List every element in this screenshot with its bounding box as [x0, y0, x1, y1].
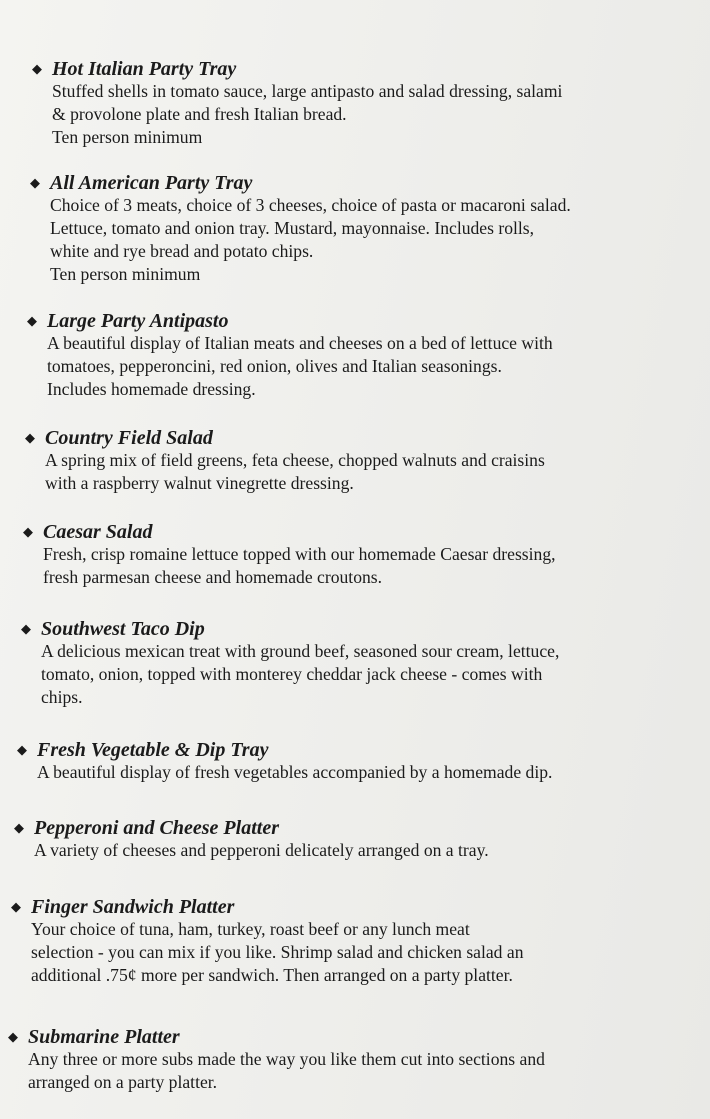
menu-item-description [47, 332, 553, 401]
menu-item-title: Country Field Salad [45, 427, 213, 449]
description-line: Your choice of tuna, ham, turkey, roast beef or any lunch meat [31, 919, 470, 939]
diamond-bullet-icon: ◆ [8, 1029, 18, 1044]
menu-item-description [52, 80, 562, 149]
menu-item-description [34, 839, 489, 862]
menu-item-title: Pepperoni and Cheese Platter [34, 817, 279, 839]
description-line: Includes homemade dressing. [47, 379, 256, 399]
diamond-bullet-icon: ◆ [23, 524, 33, 539]
menu-item-description [43, 543, 556, 589]
description-line: A beautiful display of fresh vegetables accompanied by a homemade dip. [37, 762, 553, 782]
menu-item-southwest-taco-dip [21, 618, 559, 709]
description-line: fresh parmesan cheese and homemade croutons. [43, 567, 383, 587]
diamond-bullet-icon: ◆ [11, 899, 21, 914]
menu-item-all-american-party-tray [30, 172, 571, 286]
menu-item-description [41, 640, 559, 709]
diamond-bullet-icon: ◆ [17, 742, 27, 757]
menu-item-hot-italian-party-tray [32, 58, 562, 149]
description-line: Stuffed shells in tomato sauce, large antipasto and salad dressing, salami [52, 81, 563, 101]
description-line: with a raspberry walnut vinegrette dressing. [45, 473, 354, 493]
description-line: A spring mix of field greens, feta cheese, chopped walnuts and craisins [45, 450, 545, 470]
menu-item-title: Caesar Salad [43, 521, 153, 543]
description-line: selection - you can mix if you like. Shrimp salad and chicken salad an [31, 942, 524, 962]
menu-item-title: All American Party Tray [50, 172, 253, 194]
diamond-bullet-icon: ◆ [30, 175, 40, 190]
diamond-bullet-icon: ◆ [27, 313, 37, 328]
description-line: chips. [41, 687, 83, 707]
menu-item-title: Submarine Platter [28, 1026, 180, 1048]
menu-item-large-party-antipasto [27, 310, 553, 401]
description-line: tomato, onion, topped with monterey cheddar jack cheese - comes with [41, 664, 543, 684]
menu-item-pepperoni-and-cheese-platter [14, 817, 489, 862]
description-line: Choice of 3 meats, choice of 3 cheeses, choice of pasta or macaroni salad. [50, 195, 571, 215]
diamond-bullet-icon: ◆ [25, 430, 35, 445]
diamond-bullet-icon: ◆ [21, 621, 31, 636]
description-line: & provolone plate and fresh Italian bread. [52, 104, 347, 124]
minimum-note: Ten person minimum [52, 127, 203, 147]
description-line: Any three or more subs made the way you like them cut into sections and [28, 1049, 545, 1069]
diamond-bullet-icon: ◆ [14, 820, 24, 835]
menu-item-description [50, 194, 571, 286]
menu-item-finger-sandwich-platter [11, 896, 524, 987]
description-line: A beautiful display of Italian meats and cheeses on a bed of lettuce with [47, 333, 553, 353]
description-line: tomatoes, pepperoncini, red onion, olives and Italian seasonings. [47, 356, 502, 376]
menu-item-description [28, 1048, 545, 1094]
menu-item-title: Hot Italian Party Tray [52, 58, 237, 80]
description-line: Lettuce, tomato and onion tray. Mustard, mayonnaise. Includes rolls, [50, 218, 535, 238]
description-line: arranged on a party platter. [28, 1072, 218, 1092]
menu-item-caesar-salad [23, 521, 556, 589]
description-line: A variety of cheeses and pepperoni delicately arranged on a tray. [34, 840, 489, 860]
diamond-bullet-icon: ◆ [32, 61, 42, 76]
menu-item-title: Large Party Antipasto [47, 310, 229, 332]
menu-item-description [45, 449, 545, 495]
menu-item-description [37, 761, 552, 784]
description-line: Fresh, crisp romaine lettuce topped with our homemade Caesar dressing, [43, 544, 556, 564]
description-line: additional .75¢ more per sandwich. Then arranged on a party platter. [31, 965, 513, 985]
menu-item-title: Finger Sandwich Platter [31, 896, 235, 918]
minimum-note: Ten person minimum [50, 264, 201, 284]
menu-item-title: Fresh Vegetable & Dip Tray [37, 739, 269, 761]
description-line: A delicious mexican treat with ground beef, seasoned sour cream, lettuce, [41, 641, 560, 661]
menu-item-submarine-platter [8, 1026, 545, 1094]
menu-item-description [31, 918, 524, 987]
description-line: white and rye bread and potato chips. [50, 241, 314, 261]
menu-item-title: Southwest Taco Dip [41, 618, 205, 640]
menu-item-country-field-salad [25, 427, 545, 495]
menu-item-fresh-vegetable-dip-tray [17, 739, 552, 784]
